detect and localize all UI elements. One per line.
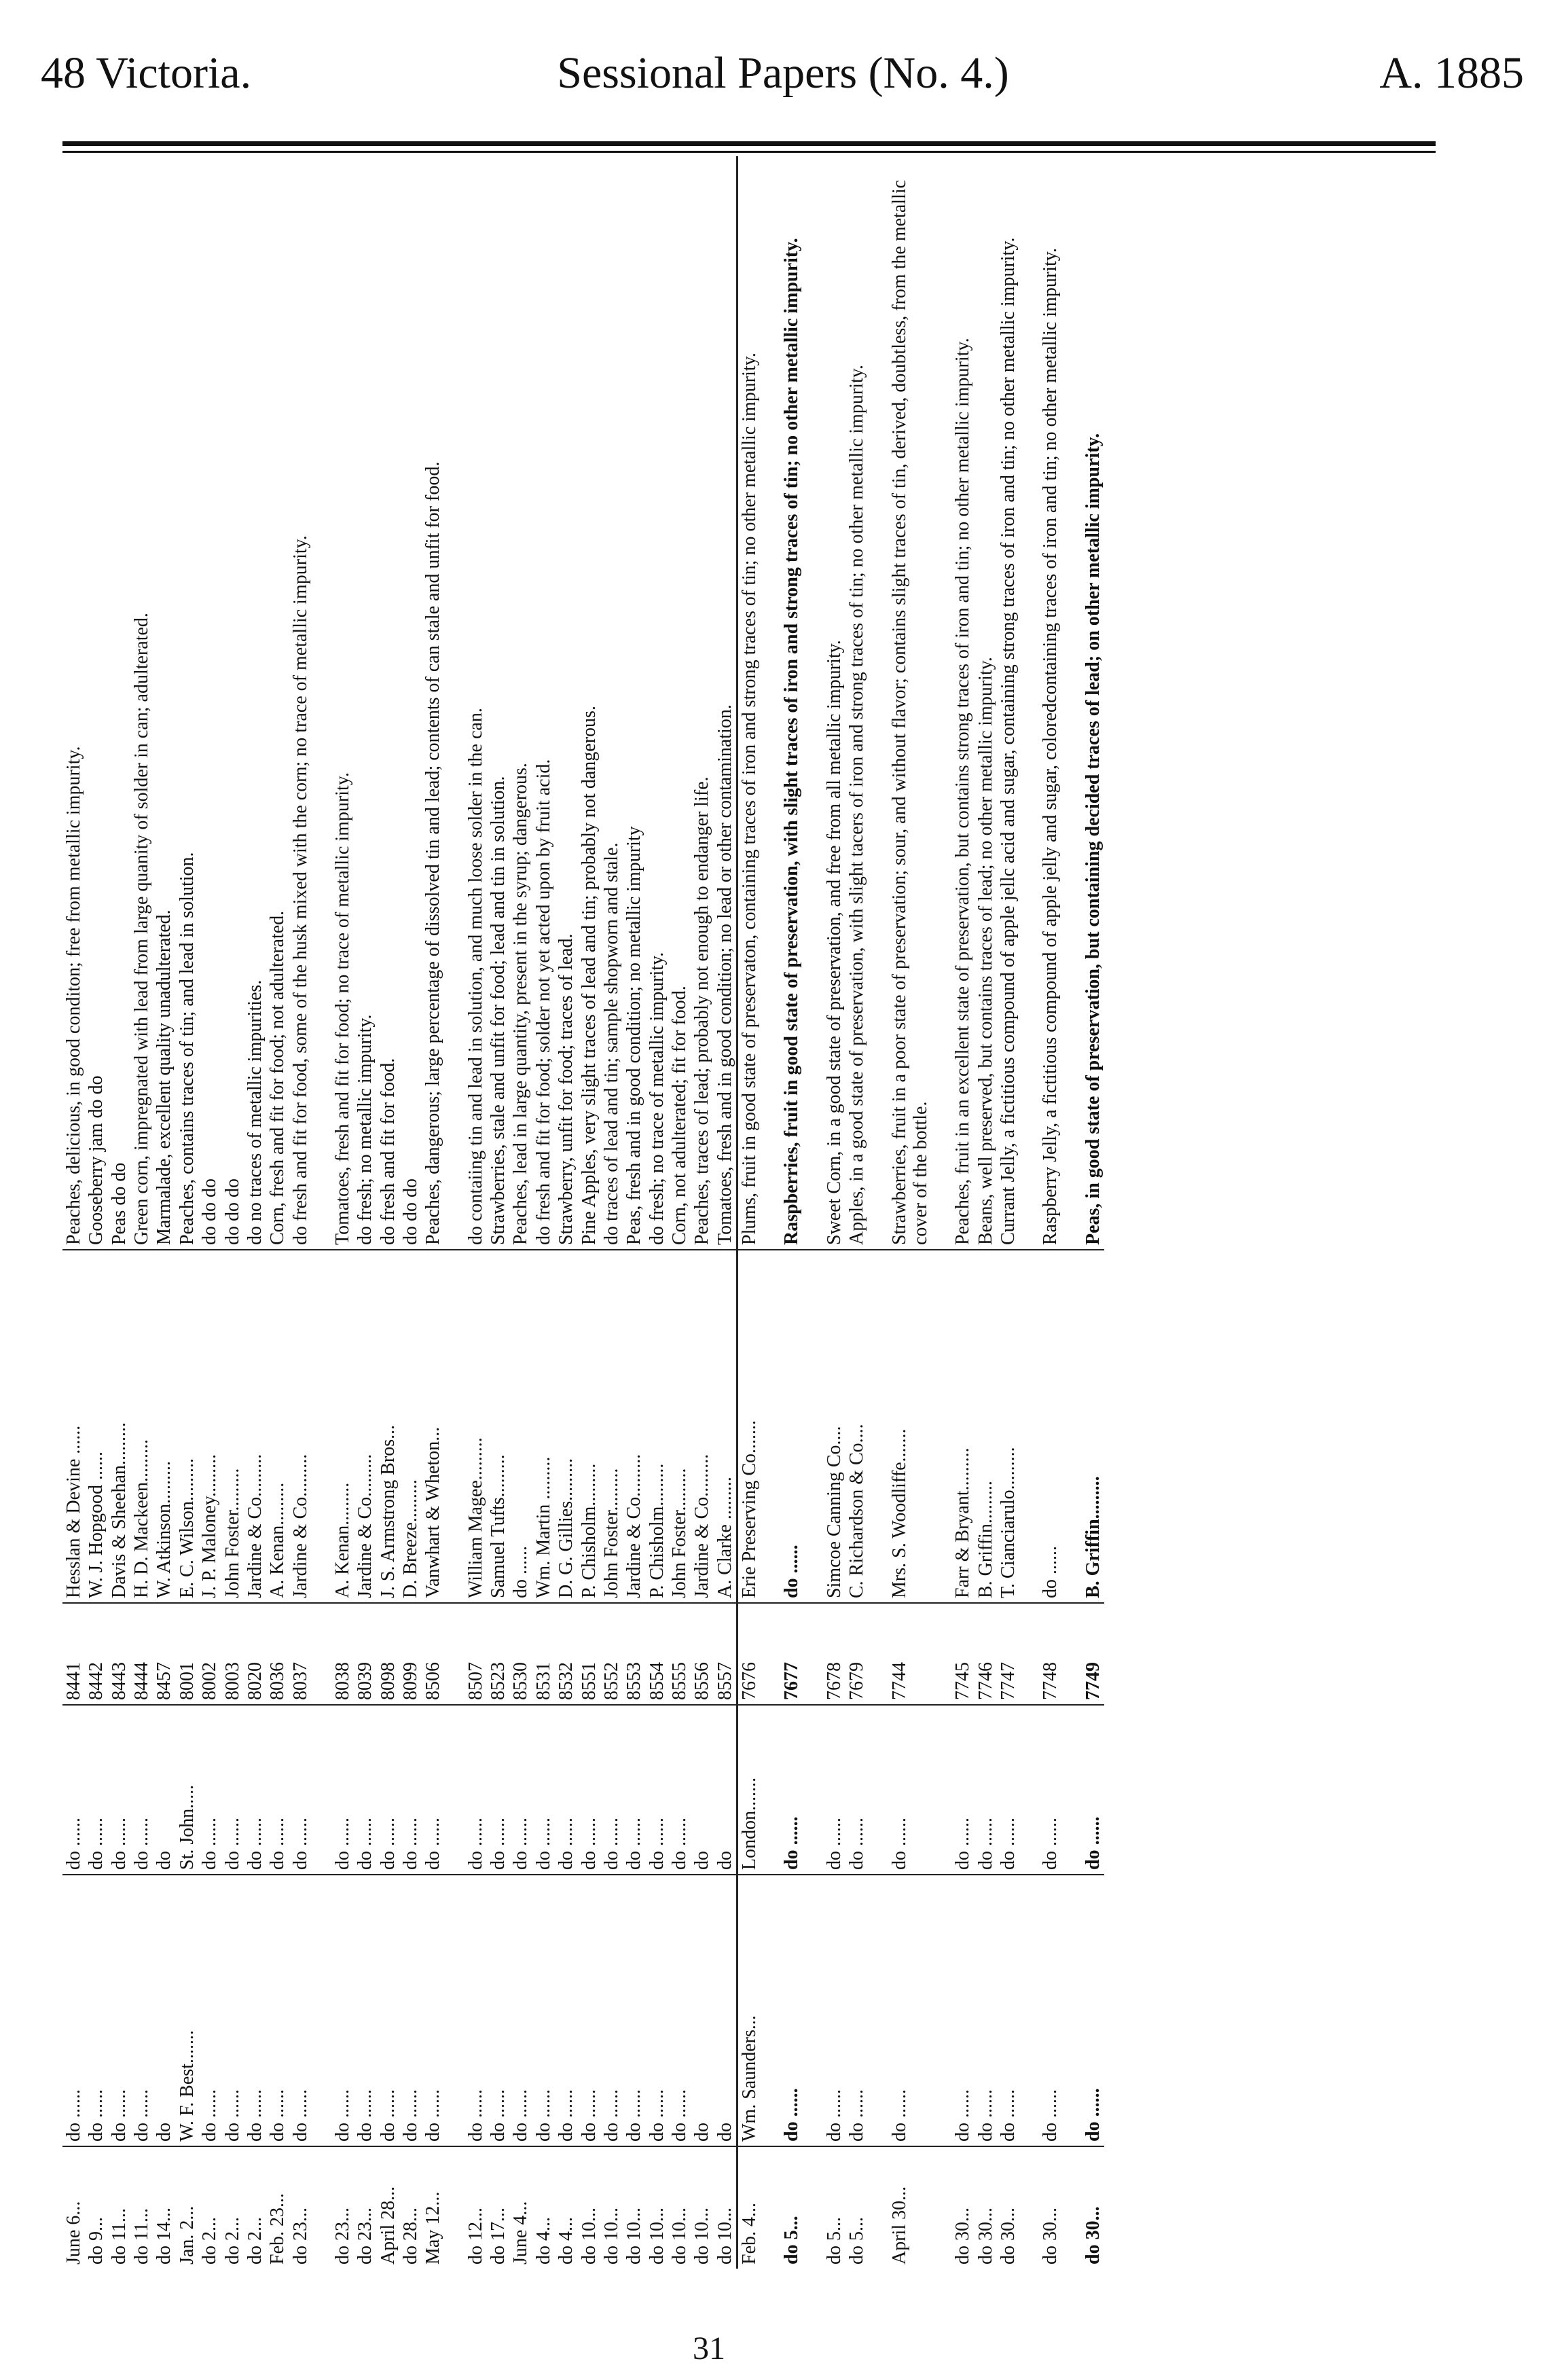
table-row <box>555 156 577 2269</box>
cell-description: Raspberry Jelly, a fictitious compound of apple jelly and sugar, coloredcontaining traces of iron and tin; no other metallic impurity. <box>1040 248 1061 1245</box>
cell-city: do ...... <box>198 1705 221 1875</box>
cell-description: do traces of lead and tin; sample shopworn and stale. <box>600 842 622 1245</box>
cell-collected-by: do ...... <box>646 1875 668 2146</box>
cell-city: do ...... <box>377 1705 399 1875</box>
cell-city: St. John..... <box>176 1705 198 1875</box>
cell-manufacturer: John Foster......... <box>600 1250 623 1603</box>
cell-date: May 12... <box>422 2146 444 2269</box>
cell-city: do ...... <box>1019 1705 1061 1875</box>
table-row <box>532 156 555 2269</box>
table-row <box>997 156 1019 2269</box>
cell-description: Currant Jelly, a fictitious compound of apple jellc acid and sugar, containing strong traces of iron and tin; no other metallic impurity. <box>997 237 1019 1245</box>
cell-manufacturer: Farr & Bryant......... <box>932 1250 974 1603</box>
cell-number: 7746 <box>975 1603 997 1705</box>
cell-collected-by: do ...... <box>975 1875 997 2146</box>
cell-number: 8457 <box>153 1603 175 1705</box>
cell-manufacturer: C. Richardson & Co.... <box>845 1250 868 1603</box>
cell-number: 7749 <box>1062 1603 1104 1705</box>
table-row <box>869 156 932 2269</box>
cell-city: do ...... <box>803 1705 845 1875</box>
rotated-table-container <box>62 156 1434 2269</box>
cell-city: do ...... <box>289 1705 312 1875</box>
table-row <box>1019 156 1061 2269</box>
cell-date: Jan. 2... <box>176 2146 198 2269</box>
cell-manufacturer: D. G. Gillies......... <box>555 1250 577 1603</box>
cell-date: do 14... <box>153 2146 175 2269</box>
cell-number: 8038 <box>312 1603 354 1705</box>
cell-description: Corn, fresh and fit for food; not adulterated. <box>267 910 289 1245</box>
cell-date: do 10... <box>578 2146 600 2269</box>
cell-number: 8551 <box>578 1603 600 1705</box>
cell-date: do 2... <box>221 2146 244 2269</box>
table-row <box>738 156 761 2269</box>
cell-collected-by: do ...... <box>932 1875 974 2146</box>
cell-description: Peaches, dangerous; large percentage of dissolved tin and lead; contents of can stale and unfit for food. <box>422 461 444 1245</box>
cell-number: 8442 <box>85 1603 107 1705</box>
cell-collected-by: do ...... <box>445 1875 487 2146</box>
table-row <box>85 156 107 2269</box>
cell-manufacturer: Jardine & Co......... <box>289 1250 312 1603</box>
cell-number: 8531 <box>532 1603 555 1705</box>
cell-city: do ...... <box>578 1705 600 1875</box>
cell-number: 7679 <box>845 1603 868 1705</box>
cell-manufacturer: P. Chisholm......... <box>646 1250 668 1603</box>
cell-date: do 30... <box>975 2146 997 2269</box>
cell-number: 8039 <box>354 1603 376 1705</box>
cell-number: 8507 <box>445 1603 487 1705</box>
cell-city: do ...... <box>130 1705 153 1875</box>
table-row <box>932 156 974 2269</box>
cell-manufacturer: Jardine & Co......... <box>623 1250 645 1603</box>
cell-city: do ...... <box>600 1705 623 1875</box>
cell-description: Tomatoes, fresh and fit for food; no trace of metallic impurity. <box>331 772 353 1245</box>
cell-city: do <box>691 1705 713 1875</box>
cell-description: do fresh; no metallic impurity. <box>354 1014 376 1245</box>
cell-collected-by: do ...... <box>1019 1875 1061 2146</box>
cell-city: do ...... <box>509 1705 532 1875</box>
cell-collected-by: do ...... <box>845 1875 868 2146</box>
cell-manufacturer: Simcoe Canning Co.... <box>803 1250 845 1603</box>
cell-manufacturer: W. J. Hopgood ...... <box>85 1250 107 1603</box>
cell-collected-by: do ...... <box>422 1875 444 2146</box>
cell-collected-by: do ...... <box>600 1875 623 2146</box>
cell-date: April 30... <box>869 2146 932 2269</box>
cell-collected-by: do ...... <box>221 1875 244 2146</box>
header-rule-thick <box>62 141 1436 146</box>
cell-manufacturer: Davis & Sheehan......... <box>108 1250 130 1603</box>
cell-number: 8552 <box>600 1603 623 1705</box>
cell-city: do ...... <box>422 1705 444 1875</box>
table-row <box>845 156 868 2269</box>
cell-date: do 10... <box>691 2146 713 2269</box>
cell-date: Feb. 23... <box>266 2146 289 2269</box>
cell-number: 8553 <box>623 1603 645 1705</box>
cell-collected-by: do ...... <box>509 1875 532 2146</box>
cell-collected-by: do ...... <box>266 1875 289 2146</box>
cell-city: do ...... <box>244 1705 266 1875</box>
cell-city: do ...... <box>997 1705 1019 1875</box>
cell-date: do 5... <box>761 2146 803 2269</box>
cell-description: do contaiing tin and lead in solution, and much loose solder in the can. <box>465 708 486 1245</box>
cell-date: Feb. 4... <box>738 2146 761 2269</box>
table-row <box>761 156 803 2269</box>
cell-manufacturer: do ...... <box>761 1250 803 1603</box>
cell-manufacturer: J. S. Armstrong Bros... <box>377 1250 399 1603</box>
cell-number: 8506 <box>422 1603 444 1705</box>
cell-city: do ...... <box>62 1705 85 1875</box>
cell-description: Plums, fruit in good state of preservaton, containing traces of iron and strong traces of tin; no other metallic impurity. <box>738 156 761 1250</box>
cell-manufacturer: P. Chisholm......... <box>578 1250 600 1603</box>
cell-city: do ...... <box>445 1705 487 1875</box>
cell-manufacturer: E. C. Wilson......... <box>176 1250 198 1603</box>
header-year: A. 1885 <box>1379 48 1524 98</box>
cell-number: 8554 <box>646 1603 668 1705</box>
table-row <box>422 156 444 2269</box>
cell-number: 8099 <box>399 1603 422 1705</box>
cell-collected-by: do ...... <box>487 1875 509 2146</box>
cell-collected-by: do ...... <box>668 1875 691 2146</box>
cell-number: 8020 <box>244 1603 266 1705</box>
table-row <box>266 156 289 2269</box>
cell-manufacturer: Mrs. S. Woodliffe....... <box>869 1250 932 1603</box>
cell-number: 8530 <box>509 1603 532 1705</box>
cell-description: do fresh and fit for food; solder not yet acted upon by fruit acid. <box>532 759 554 1245</box>
cell-description: Corn, not adulterated; fit for food. <box>668 986 690 1245</box>
cell-description: do fresh and fit for food. <box>377 1058 399 1245</box>
table-row <box>668 156 691 2269</box>
table-row <box>244 156 266 2269</box>
cell-manufacturer: Samuel Tufts......... <box>487 1250 509 1603</box>
table-row <box>714 156 738 2269</box>
cell-date: do 12... <box>445 2146 487 2269</box>
cell-date: do 10... <box>600 2146 623 2269</box>
cell-description: Peaches, traces of lead; probably not enough to endanger life. <box>691 776 713 1245</box>
cell-collected-by: do ...... <box>312 1875 354 2146</box>
cell-date: June 4... <box>509 2146 532 2269</box>
cell-collected-by: do ...... <box>354 1875 376 2146</box>
cell-description: do do do <box>221 1178 243 1245</box>
cell-manufacturer: William Magee......... <box>445 1250 487 1603</box>
cell-collected-by: do ...... <box>869 1875 932 2146</box>
cell-city: do ...... <box>646 1705 668 1875</box>
cell-description: Peaches, delicious, in good conditon; free from metallic impurity. <box>63 746 84 1245</box>
table-row <box>975 156 997 2269</box>
cell-date: April 28... <box>377 2146 399 2269</box>
cell-description: Peas, in good state of preservation, but containing decided traces of lead; on other metallic impurity. <box>1082 433 1104 1245</box>
table-row <box>578 156 600 2269</box>
cell-city: do ...... <box>399 1705 422 1875</box>
table-row <box>646 156 668 2269</box>
cell-city: do ...... <box>845 1705 868 1875</box>
cell-date: do 9... <box>85 2146 107 2269</box>
cell-manufacturer: Jardine & Co......... <box>354 1250 376 1603</box>
cell-manufacturer: A. Kenan......... <box>266 1250 289 1603</box>
cell-description: Peaches, lead in large quantity, present in the syrup; dangerous. <box>510 763 532 1245</box>
cell-number: 8444 <box>130 1603 153 1705</box>
cell-date: do 4... <box>555 2146 577 2269</box>
cell-city: do ...... <box>975 1705 997 1875</box>
table-row <box>623 156 645 2269</box>
cell-city: do ...... <box>555 1705 577 1875</box>
cell-number: 8003 <box>221 1603 244 1705</box>
cell-number: 8523 <box>487 1603 509 1705</box>
cell-collected-by: do <box>714 1875 738 2146</box>
cell-collected-by: do ...... <box>108 1875 130 2146</box>
header-volume: 48 Victoria. <box>41 48 252 98</box>
analysis-table <box>62 156 1104 2269</box>
table-row <box>221 156 244 2269</box>
table-row <box>312 156 354 2269</box>
cell-city: do ...... <box>266 1705 289 1875</box>
cell-date: do 2... <box>244 2146 266 2269</box>
cell-number: 8557 <box>714 1603 738 1705</box>
cell-date: do 30... <box>1062 2146 1104 2269</box>
cell-number: 8555 <box>668 1603 691 1705</box>
cell-city: do ...... <box>932 1705 974 1875</box>
cell-date: do 30... <box>997 2146 1019 2269</box>
cell-manufacturer: do ...... <box>1019 1250 1061 1603</box>
table-row <box>377 156 399 2269</box>
cell-number: 7745 <box>932 1603 974 1705</box>
header-rule-thin <box>62 151 1436 153</box>
cell-city: do ...... <box>312 1705 354 1875</box>
cell-collected-by: Wm. Saunders... <box>738 1875 761 2146</box>
cell-date: do 11... <box>130 2146 153 2269</box>
table-row <box>399 156 422 2269</box>
cell-manufacturer: Hesslan & Devine ...... <box>62 1250 85 1603</box>
cell-city: do ...... <box>354 1705 376 1875</box>
cell-collected-by: do <box>691 1875 713 2146</box>
cell-manufacturer: T. Cianciarulo......... <box>997 1250 1019 1603</box>
cell-collected-by: do ...... <box>623 1875 645 2146</box>
cell-description: Strawberries, fruit in a poor state of preservation; sour, and without flavor; contains slight traces of tin, derived, doubtless, from the metallic cover of the bottle. <box>888 179 931 1245</box>
cell-manufacturer: Vanwhart & Wheton... <box>422 1250 444 1603</box>
cell-description: Apples, in a good state of preservation, with slight tacers of iron and strong traces of tin; no other metallic impurity. <box>846 365 868 1245</box>
header-title: Sessional Papers (No. 4.) <box>557 48 1009 98</box>
cell-collected-by: do ...... <box>198 1875 221 2146</box>
cell-date: do 23... <box>312 2146 354 2269</box>
cell-date: do 30... <box>1019 2146 1061 2269</box>
cell-collected-by: do ...... <box>244 1875 266 2146</box>
table-row <box>803 156 845 2269</box>
cell-city: do ...... <box>221 1705 244 1875</box>
cell-number: 8036 <box>266 1603 289 1705</box>
table-row <box>198 156 221 2269</box>
cell-manufacturer: Jardine & Co......... <box>691 1250 713 1603</box>
cell-description: Pine Apples, very slight traces of lead and tin; probably not dangerous. <box>578 706 600 1245</box>
cell-collected-by: do ...... <box>130 1875 153 2146</box>
cell-city: do <box>153 1705 175 1875</box>
cell-description: do fresh and fit for food, some of the husk mixed with the corn; no trace of metallic impurity. <box>289 535 311 1245</box>
table-row <box>600 156 623 2269</box>
table-row <box>354 156 376 2269</box>
cell-manufacturer: D. Breeze......... <box>399 1250 422 1603</box>
cell-manufacturer: B. Griffin......... <box>975 1250 997 1603</box>
cell-date: do 10... <box>623 2146 645 2269</box>
cell-description: Peaches, contains traces of tin; and lead in solution. <box>176 852 198 1245</box>
table-row <box>691 156 713 2269</box>
cell-date: June 6... <box>62 2146 85 2269</box>
cell-manufacturer: John Foster......... <box>668 1250 691 1603</box>
cell-collected-by: do ...... <box>289 1875 312 2146</box>
cell-manufacturer: A. Kenan......... <box>312 1250 354 1603</box>
cell-collected-by: do ...... <box>803 1875 845 2146</box>
cell-date: do 4... <box>532 2146 555 2269</box>
cell-description: Beans, well preserved, but contains traces of lead; no other metallic impurity. <box>975 657 996 1245</box>
cell-date: do 10... <box>668 2146 691 2269</box>
table-row <box>509 156 532 2269</box>
cell-date: do 23... <box>354 2146 376 2269</box>
table-row <box>487 156 509 2269</box>
cell-description: do fresh; no trace of metallic impurity. <box>646 952 668 1245</box>
cell-collected-by: do <box>153 1875 175 2146</box>
cell-description: Gooseberry jam do do <box>86 1075 107 1245</box>
cell-description: Peaches, fruit in an excellent state of preservation, but contains strong traces of iron and tin; no other metallic impurity. <box>952 338 974 1245</box>
cell-description: Strawberry, unfit for food; traces of lead. <box>556 933 577 1245</box>
cell-number: 7744 <box>869 1603 932 1705</box>
cell-collected-by: do ...... <box>578 1875 600 2146</box>
cell-number: 7677 <box>761 1603 803 1705</box>
cell-number: 8443 <box>108 1603 130 1705</box>
cell-date: do 28... <box>399 2146 422 2269</box>
cell-collected-by: do ...... <box>62 1875 85 2146</box>
cell-collected-by: do ...... <box>399 1875 422 2146</box>
cell-number: 8002 <box>198 1603 221 1705</box>
cell-description: Marmalade, excellent quality unadulterated. <box>153 909 175 1245</box>
cell-description: Raspberries, fruit in good state of preservation, with slight traces of iron and strong traces of tin; no other metallic impurity. <box>781 238 803 1245</box>
cell-description: Strawberries, stale and unfit for food; lead and tin in solution. <box>488 776 509 1245</box>
cell-collected-by: do ...... <box>377 1875 399 2146</box>
cell-manufacturer: Erie Preserving Co....... <box>738 1250 761 1603</box>
cell-city: do ...... <box>623 1705 645 1875</box>
cell-manufacturer: Jardine & Co......... <box>244 1250 266 1603</box>
cell-city: London....... <box>738 1705 761 1875</box>
cell-collected-by: do ...... <box>85 1875 107 2146</box>
cell-number: 8098 <box>377 1603 399 1705</box>
cell-date: do 11... <box>108 2146 130 2269</box>
cell-manufacturer: H. D. Mackeen......... <box>130 1250 153 1603</box>
cell-city: do <box>714 1705 738 1875</box>
cell-date: do 23... <box>289 2146 312 2269</box>
cell-manufacturer: do ...... <box>509 1250 532 1603</box>
cell-manufacturer: W. Atkinson......... <box>153 1250 175 1603</box>
cell-date: do 5... <box>845 2146 868 2269</box>
cell-city: do ...... <box>869 1705 932 1875</box>
cell-city: do ...... <box>668 1705 691 1875</box>
cell-manufacturer: B. Griffin......... <box>1062 1250 1104 1603</box>
cell-manufacturer: A. Clarke ......... <box>714 1250 738 1603</box>
cell-city: do ...... <box>532 1705 555 1875</box>
cell-manufacturer: Wm. Martin ......... <box>532 1250 555 1603</box>
cell-city: do ...... <box>1062 1705 1104 1875</box>
cell-collected-by: do ...... <box>997 1875 1019 2146</box>
cell-description: Tomatoes, fresh and in good condition; no lead or other contamination. <box>714 704 735 1245</box>
cell-city: do ...... <box>487 1705 509 1875</box>
table-row <box>153 156 175 2269</box>
table-body <box>62 156 1104 2269</box>
cell-description: Green corn, impregnated with lead from large quanity of solder in can; adulterated. <box>131 613 153 1245</box>
cell-collected-by: W. F. Best....... <box>176 1875 198 2146</box>
cell-number: 8532 <box>555 1603 577 1705</box>
cell-date: do 10... <box>646 2146 668 2269</box>
cell-city: do ...... <box>108 1705 130 1875</box>
table-row <box>289 156 312 2269</box>
cell-number: 8037 <box>289 1603 312 1705</box>
cell-description: do no traces of metallic impurities. <box>244 979 266 1245</box>
table-row <box>176 156 198 2269</box>
cell-city: do ...... <box>761 1705 803 1875</box>
cell-description: Peas do do <box>108 1162 130 1245</box>
cell-date: do 30... <box>932 2146 974 2269</box>
cell-number: 8001 <box>176 1603 198 1705</box>
cell-date: do 17... <box>487 2146 509 2269</box>
cell-date: do 10... <box>714 2146 738 2269</box>
cell-description: Peas, fresh and in good condition; no metallic impurity <box>623 826 645 1245</box>
cell-description: Sweet Corn, in a good state of preservation, and free from all metallic impurity. <box>823 640 845 1245</box>
cell-number: 7748 <box>1019 1603 1061 1705</box>
cell-number: 7676 <box>738 1603 761 1705</box>
table-row <box>108 156 130 2269</box>
cell-description: do do do <box>199 1178 221 1245</box>
cell-manufacturer: John Foster......... <box>221 1250 244 1603</box>
cell-date: do 2... <box>198 2146 221 2269</box>
cell-number: 7747 <box>997 1603 1019 1705</box>
cell-collected-by: do ...... <box>532 1875 555 2146</box>
table-row <box>1062 156 1104 2269</box>
table-row <box>130 156 153 2269</box>
page-number: 31 <box>693 2330 725 2366</box>
cell-collected-by: do ...... <box>761 1875 803 2146</box>
cell-number: 8441 <box>62 1603 85 1705</box>
cell-manufacturer: J. P. Maloney......... <box>198 1250 221 1603</box>
cell-city: do ...... <box>85 1705 107 1875</box>
cell-number: 8556 <box>691 1603 713 1705</box>
cell-collected-by: do ...... <box>1062 1875 1104 2146</box>
cell-collected-by: do ...... <box>555 1875 577 2146</box>
cell-number: 7678 <box>803 1603 845 1705</box>
table-row <box>445 156 487 2269</box>
cell-description: do do do <box>400 1178 422 1245</box>
cell-date: do 5... <box>803 2146 845 2269</box>
table-row <box>62 156 85 2269</box>
